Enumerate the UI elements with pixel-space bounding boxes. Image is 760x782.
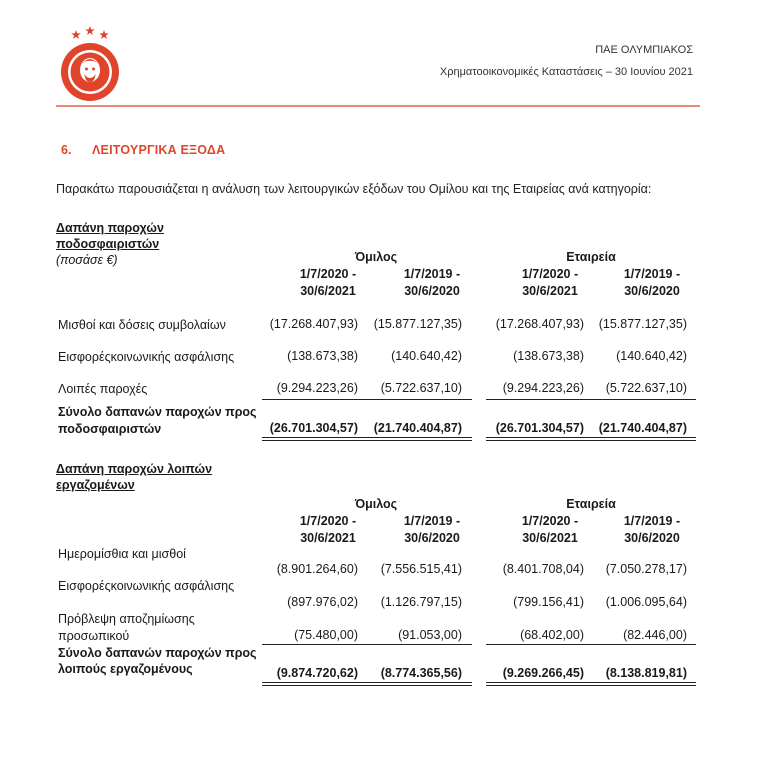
table2-cell: (8.401.708,04) bbox=[502, 562, 584, 576]
table1-cell: (140.640,42) bbox=[391, 349, 462, 363]
table1-row-label: Εισφορέςκοινωνικής ασφάλισης bbox=[58, 350, 235, 364]
table1-cell: (15.877.127,35) bbox=[373, 317, 462, 331]
section-number: 6. bbox=[61, 143, 72, 157]
total-double-rule bbox=[486, 682, 696, 686]
header-rule bbox=[56, 105, 700, 107]
table2-cell: (1.126.797,15) bbox=[380, 595, 462, 609]
table2-title-line2: εργαζομένων bbox=[56, 478, 135, 492]
table2-total-cell: (8.774.365,56) bbox=[380, 666, 462, 680]
table2-cell: (91.053,00) bbox=[398, 628, 462, 642]
table2-cell: (7.556.515,41) bbox=[380, 562, 462, 576]
table2-cell: (7.050.278,17) bbox=[605, 562, 687, 576]
table1-total-cell: (26.701.304,57) bbox=[495, 421, 584, 435]
table1-total-cell: (26.701.304,57) bbox=[269, 421, 358, 435]
table2-cell: (8.901.264,60) bbox=[276, 562, 358, 576]
table1-cell: (138.673,38) bbox=[513, 349, 584, 363]
table1-total-label-line2: ποδοσφαιριστών bbox=[58, 422, 162, 436]
table2-cell: (897.976,02) bbox=[287, 595, 358, 609]
table1-total-cell: (21.740.404,87) bbox=[373, 421, 462, 435]
table1-cell: (138.673,38) bbox=[287, 349, 358, 363]
subtotal-rule bbox=[262, 399, 472, 400]
t2-col2-line1: 1/7/2019 - bbox=[403, 514, 461, 528]
t1-col2-line1: 1/7/2019 - bbox=[403, 267, 461, 281]
table2-cell: (799.156,41) bbox=[513, 595, 584, 609]
t1-col3-line1: 1/7/2020 - bbox=[521, 267, 579, 281]
table1-row-label: Λοιπές παροχές bbox=[58, 382, 148, 396]
table2-group-header: Όμιλος bbox=[354, 497, 398, 511]
section-title: ΛΕΙΤΟΥΡΓΙΚΑ ΕΞΟΔΑ bbox=[92, 143, 226, 157]
table1-cell: (17.268.407,93) bbox=[495, 317, 584, 331]
table1-unit: (ποσάσε €) bbox=[56, 253, 118, 267]
company-name: ΠΑΕ ΟΛΥΜΠΙΑΚΟΣ bbox=[595, 44, 693, 56]
total-double-rule bbox=[262, 682, 472, 686]
table1-group-header: Όμιλος bbox=[354, 250, 398, 264]
table1-total-cell: (21.740.404,87) bbox=[598, 421, 687, 435]
table1-cell: (5.722.637,10) bbox=[380, 381, 462, 395]
total-double-rule bbox=[486, 437, 696, 441]
table2-total-cell: (9.874.720,62) bbox=[276, 666, 358, 680]
t1-col1-line2: 30/6/2021 bbox=[300, 284, 356, 298]
t1-col3-line2: 30/6/2021 bbox=[522, 284, 578, 298]
subtotal-rule bbox=[486, 399, 696, 400]
subtotal-rule bbox=[262, 644, 472, 645]
table2-company-header: Εταιρεία bbox=[566, 497, 616, 511]
table1-title-line2: ποδοσφαιριστών bbox=[56, 237, 160, 251]
t2-col3-line2: 30/6/2021 bbox=[522, 531, 578, 545]
total-double-rule bbox=[262, 437, 472, 441]
table1-row-label: Μισθοί και δόσεις συμβολαίων bbox=[58, 318, 226, 332]
table2-cell: (75.480,00) bbox=[294, 628, 358, 642]
table1-company-header: Εταιρεία bbox=[566, 250, 616, 264]
table2-cell: (82.446,00) bbox=[623, 628, 687, 642]
table2-total-label-line1: Σύνολο δαπανών παροχών προς bbox=[58, 646, 257, 660]
intro-paragraph: Παρακάτω παρουσιάζεται η ανάλυση των λειτουργικών εξόδων του Ομίλου και της Εταιρείας ανά κατηγορία: bbox=[56, 182, 652, 196]
t1-col2-line2: 30/6/2020 bbox=[404, 284, 460, 298]
table1-cell: (5.722.637,10) bbox=[605, 381, 687, 395]
table2-total-label-line2: λοιπούς εργαζομένους bbox=[58, 662, 193, 676]
table1-cell: (17.268.407,93) bbox=[269, 317, 358, 331]
table2-row-label-line1: Πρόβλεψη αποζημίωσης bbox=[58, 612, 195, 626]
t2-col1-line2: 30/6/2021 bbox=[300, 531, 356, 545]
subtotal-rule bbox=[486, 644, 696, 645]
table1-title-line1: Δαπάνη παροχών bbox=[56, 221, 164, 235]
t1-col4-line2: 30/6/2020 bbox=[624, 284, 680, 298]
table2-row-label: Εισφορέςκοινωνικής ασφάλισης bbox=[58, 579, 235, 593]
t2-col1-line1: 1/7/2020 - bbox=[299, 514, 357, 528]
table2-row-label: Ημερομίσθια και μισθοί bbox=[58, 547, 186, 561]
table2-cell: (1.006.095,64) bbox=[605, 595, 687, 609]
table2-cell: (68.402,00) bbox=[520, 628, 584, 642]
table2-total-cell: (8.138.819,81) bbox=[605, 666, 687, 680]
t2-col3-line1: 1/7/2020 - bbox=[521, 514, 579, 528]
table1-cell: (9.294.223,26) bbox=[502, 381, 584, 395]
t1-col1-line1: 1/7/2020 - bbox=[299, 267, 357, 281]
table1-total-label-line1: Σύνολο δαπανών παροχών προς bbox=[58, 405, 257, 419]
club-logo bbox=[56, 24, 124, 104]
table2-title-line1: Δαπάνη παροχών λοιπών bbox=[56, 462, 213, 476]
t2-col4-line2: 30/6/2020 bbox=[624, 531, 680, 545]
t1-col4-line1: 1/7/2019 - bbox=[623, 267, 681, 281]
table1-cell: (15.877.127,35) bbox=[598, 317, 687, 331]
table2-row-label-line2: προσωπικού bbox=[58, 629, 130, 643]
table1-cell: (140.640,42) bbox=[616, 349, 687, 363]
t2-col4-line1: 1/7/2019 - bbox=[623, 514, 681, 528]
t2-col2-line2: 30/6/2020 bbox=[404, 531, 460, 545]
table2-total-cell: (9.269.266,45) bbox=[502, 666, 584, 680]
table1-cell: (9.294.223,26) bbox=[276, 381, 358, 395]
document-subtitle: Χρηματοοικονομικές Καταστάσεις – 30 Ιουνίου 2021 bbox=[439, 66, 693, 78]
